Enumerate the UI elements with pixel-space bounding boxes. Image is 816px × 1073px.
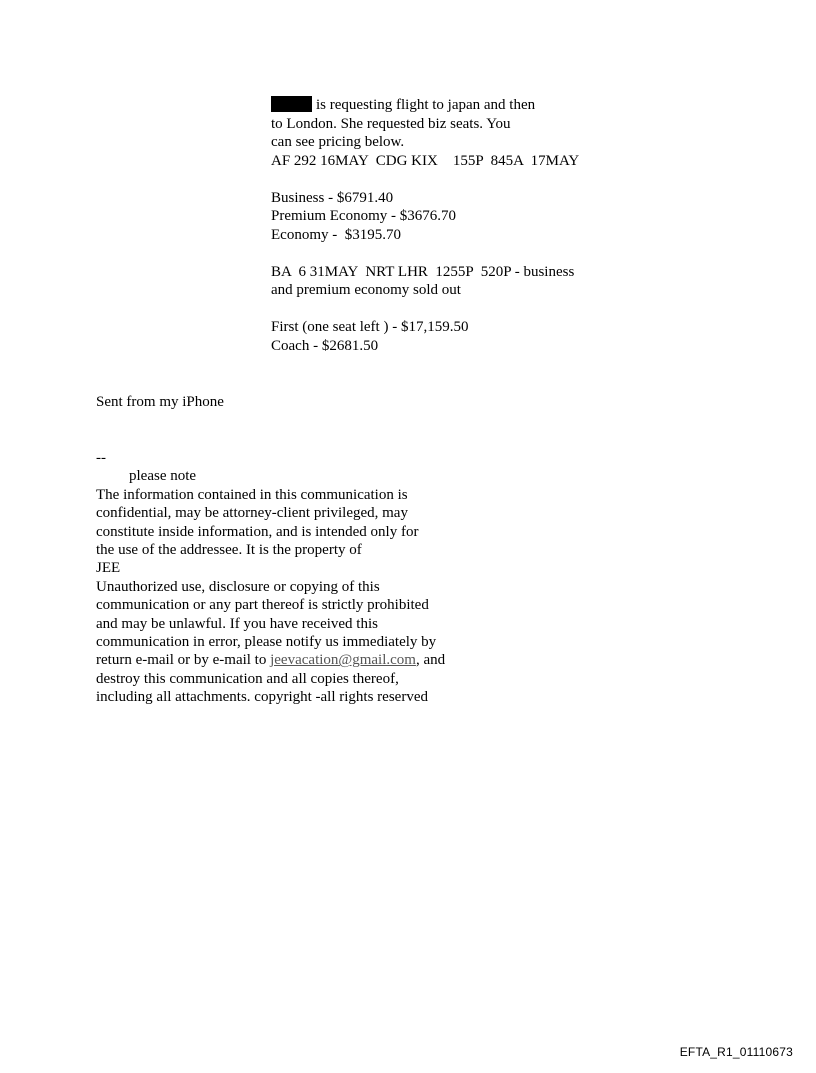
legal-disclaimer: [96, 449, 516, 707]
disclaimer-line: the use of the addressee. It is the property of: [96, 542, 362, 559]
email-line-prefix: return e-mail or by e-mail to: [96, 652, 271, 669]
disclaimer-line: The information contained in this communication is: [96, 486, 408, 503]
flight-2-itinerary: BA 6 31MAY NRT LHR 1255P 520P - business: [271, 263, 575, 280]
email-line-suffix: , and: [415, 652, 446, 669]
redaction-box: [271, 96, 312, 112]
flight-1-price-premium-economy: Premium Economy - $3676.70: [271, 208, 456, 224]
flight-1-price-economy: Economy - $3195.70: [271, 226, 401, 243]
paragraph-gap: [271, 170, 671, 189]
disclaimer-line: and may be unlawful. If you have received this: [96, 615, 378, 632]
disclaimer-line: including all attachments. copyright -all rights reserved: [96, 689, 428, 706]
disclaimer-line: constitute inside information, and is intended only for: [96, 523, 419, 540]
flight-1-price-business: Business - $6791.40: [271, 189, 394, 206]
document-id: EFTA_R1_01110673: [679, 1045, 793, 1059]
disclaimer-line: Unauthorized use, disclosure or copying of this: [96, 578, 380, 595]
email-link[interactable]: jeevacation@gmail.com: [270, 652, 416, 669]
intro-line-1: [271, 96, 671, 115]
signature-separator: --: [96, 450, 106, 466]
email-signature: Sent from my iPhone: [96, 394, 224, 410]
disclaimer-line: JEE: [96, 560, 121, 577]
intro-text-1: is requesting flight to japan and then: [316, 97, 536, 113]
flight-2-price-first: First (one seat left ) - $17,159.50: [271, 319, 469, 335]
intro-line-2: to London. She requested biz seats. You: [271, 115, 511, 132]
quoted-message: [271, 96, 671, 355]
disclaimer-email-line: [96, 651, 516, 669]
flight-1-itinerary: AF 292 16MAY CDG KIX 155P 845A 17MAY: [271, 152, 580, 169]
paragraph-gap: [271, 244, 671, 263]
flight-2-note: and premium economy sold out: [271, 282, 461, 298]
intro-line-3: can see pricing below.: [271, 134, 405, 150]
disclaimer-heading: please note: [129, 468, 197, 485]
flight-2-price-coach: Coach - $2681.50: [271, 337, 379, 354]
disclaimer-line: confidential, may be attorney-client privileged, may: [96, 505, 408, 522]
disclaimer-line: communication or any part thereof is strictly prohibited: [96, 597, 429, 614]
disclaimer-line: communication in error, please notify us immediately by: [96, 634, 437, 651]
disclaimer-line: destroy this communication and all copies thereof,: [96, 670, 399, 687]
paragraph-gap: [271, 300, 671, 319]
